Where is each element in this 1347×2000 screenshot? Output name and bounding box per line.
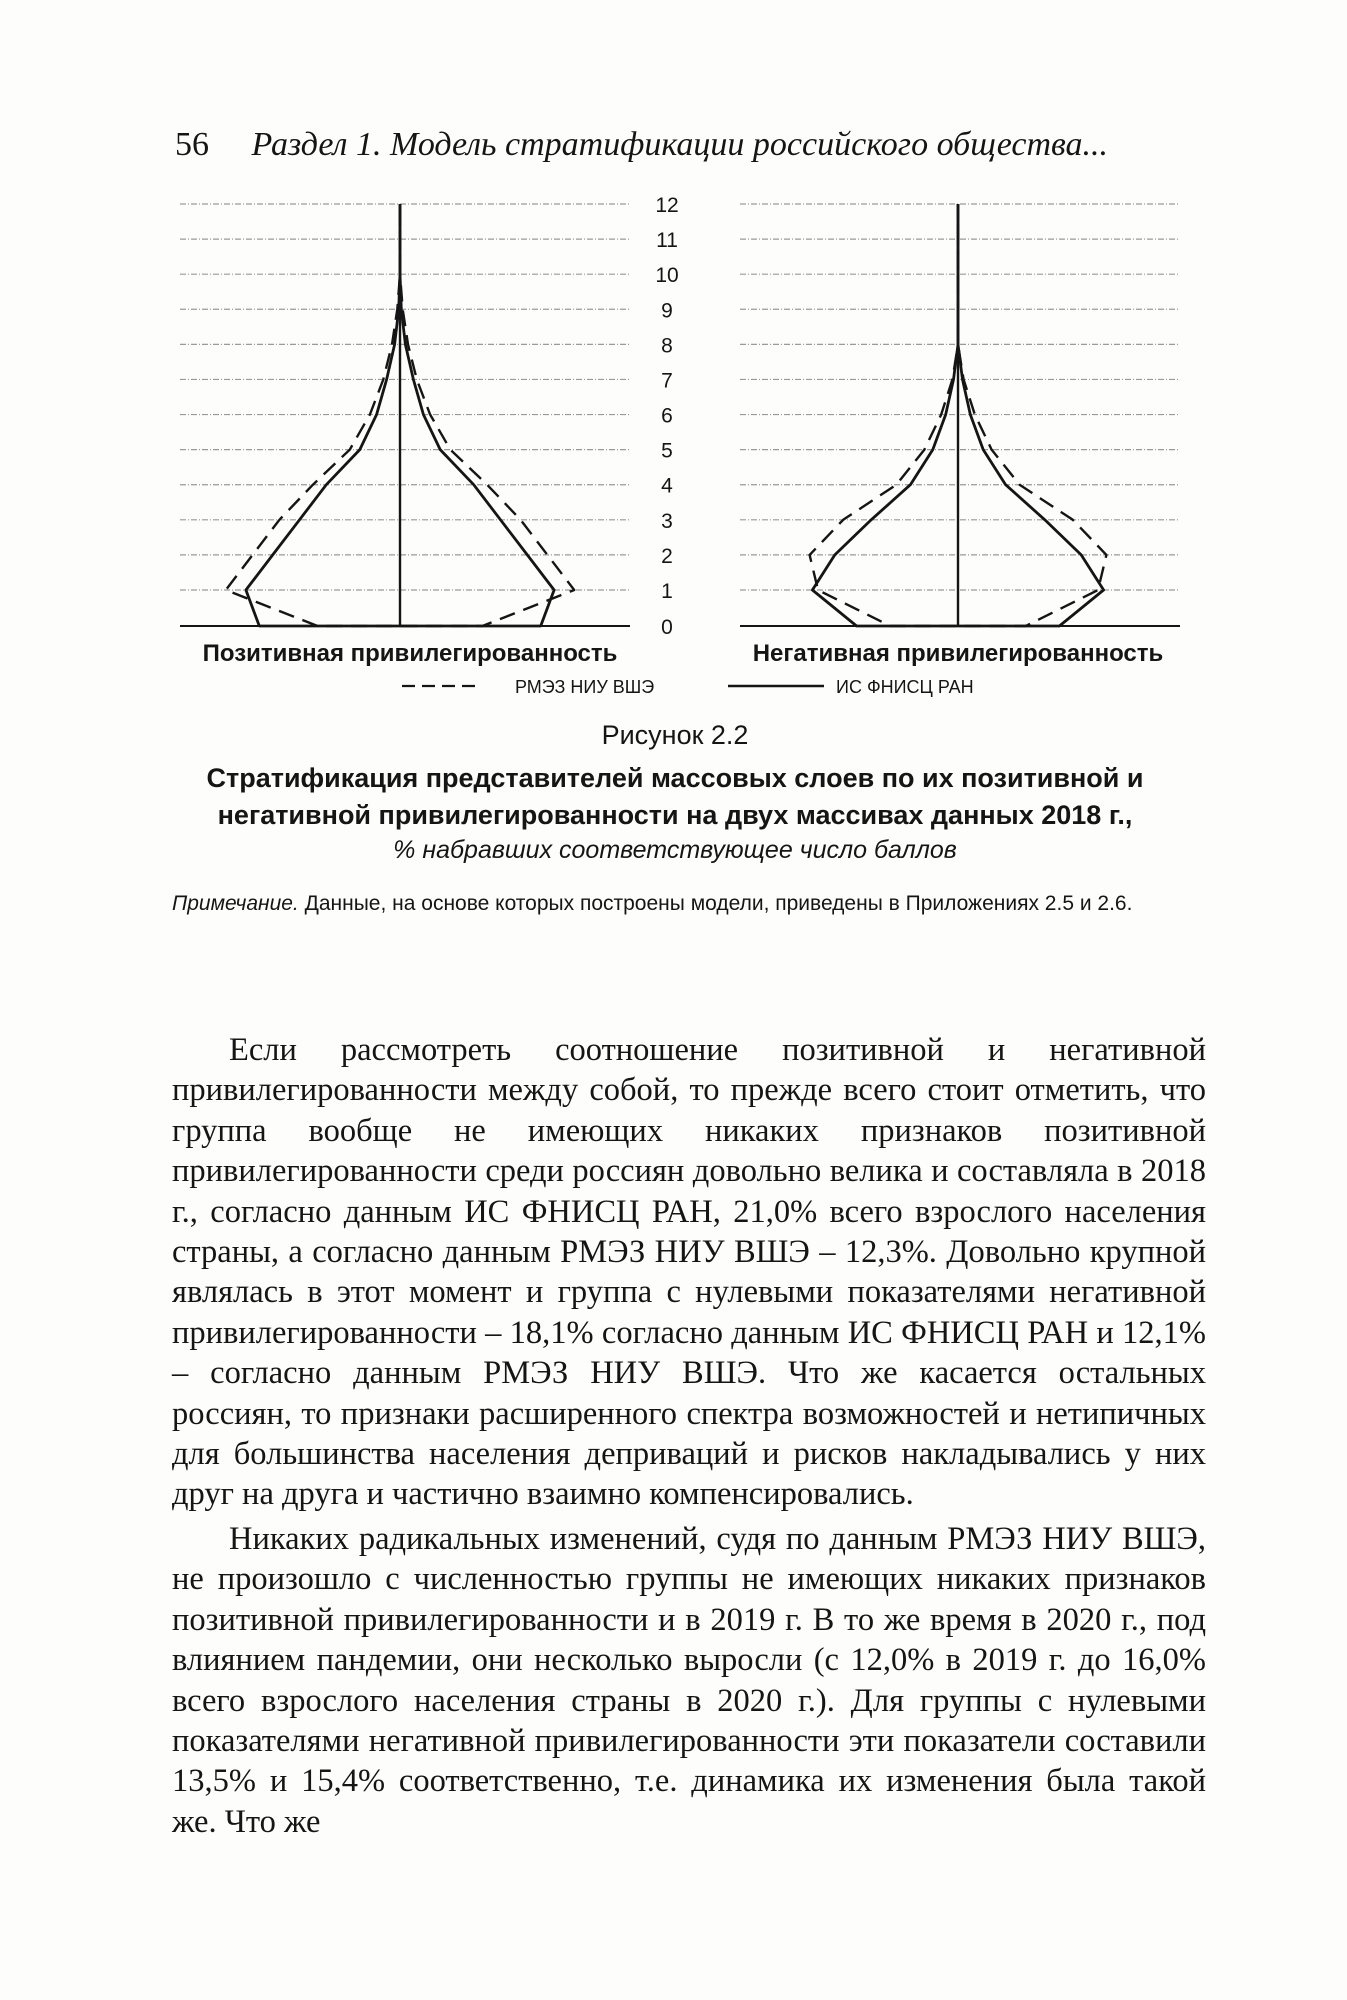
y-tick-label: 11: [656, 229, 678, 253]
figure-note-text: Данные, на основе которых построены модели, приведены в Приложениях 2.5 и 2.6.: [298, 892, 1133, 915]
body-text: [172, 1030, 1206, 1842]
y-tick-label: 6: [661, 404, 673, 428]
legend-label-dashed: РМЭЗ НИУ ВШЭ: [515, 677, 655, 697]
paragraph: Если рассмотреть соотношение позитивной и негативной привилегированности между собой, то прежде всего стоит отметить, что группа вообще не имеющих никаких признаков позитивной привилегированности среди россиян довольно велика и составляла в 2018 г., согласно данным ИС ФНИСЦ РАН, 21,0% всего взрослого населения страны, а согласно данным РМЭЗ НИУ ВШЭ – 12,3%. Довольно крупной являлась в этот момент и группа с нулевыми показателями негативной привилегированности – 18,1% согласно данным ИС ФНИСЦ РАН и 12,1% – согласно данным РМЭЗ НИУ ВШЭ. Что же касается остальных россиян, то признаки расширенного спектра возможностей и нетипичных для большинства населения деприваций и рисков накладывались у них друг на друга и частично взаимно компенсировались.: [172, 1032, 1206, 1513]
y-tick-label: 8: [661, 334, 673, 358]
figure-title: Стратификация представителей массовых слоев по их позитивной и негативной привилегированности на двух массивах данных 2018 г.,: [206, 763, 1144, 830]
figure-2-2-charts: [0, 0, 1347, 700]
panel-title: Позитивная привилегированность: [202, 640, 618, 667]
figure-number: Рисунок 2.2: [601, 720, 749, 750]
page-number: 56: [175, 126, 209, 163]
paragraph: Никаких радикальных изменений, судя по данным РМЭЗ НИУ ВШЭ, не произошло с численностью группы не имеющих никаких признаков позитивной привилегированности и в 2019 г. В то же время в 2020 г., под влиянием пандемии, они несколько выросли (с 12,0% в 2019 г. до 16,0% всего взрослого населения страны в 2020 г.). Для группы с нулевыми показателями негативной привилегированности эти показатели составили 13,5% и 15,4% соответственно, т.е. динамика их изменения была такой же. Что же: [172, 1520, 1206, 1840]
y-tick-label: 9: [661, 299, 673, 323]
y-tick-label: 4: [661, 474, 673, 498]
figure-note: [172, 892, 1132, 916]
panel-title: Негативная привилегированность: [752, 640, 1164, 667]
y-tick-label: 12: [655, 194, 679, 217]
y-tick-label: 3: [661, 509, 673, 533]
y-tick-label: 7: [661, 369, 673, 393]
y-tick-label: 2: [661, 544, 673, 568]
running-title: Раздел 1. Модель стратификации российского общества...: [251, 126, 1109, 163]
legend-label-solid: ИС ФНИСЦ РАН: [836, 677, 974, 697]
y-tick-label: 10: [655, 264, 679, 288]
y-tick-label: 1: [661, 580, 673, 603]
figure-subtitle: % набравших соответствующее число баллов: [393, 836, 957, 864]
figure-note-label: Примечание.: [172, 892, 299, 915]
y-tick-label: 5: [661, 439, 673, 463]
y-tick-label: 0: [661, 616, 673, 639]
